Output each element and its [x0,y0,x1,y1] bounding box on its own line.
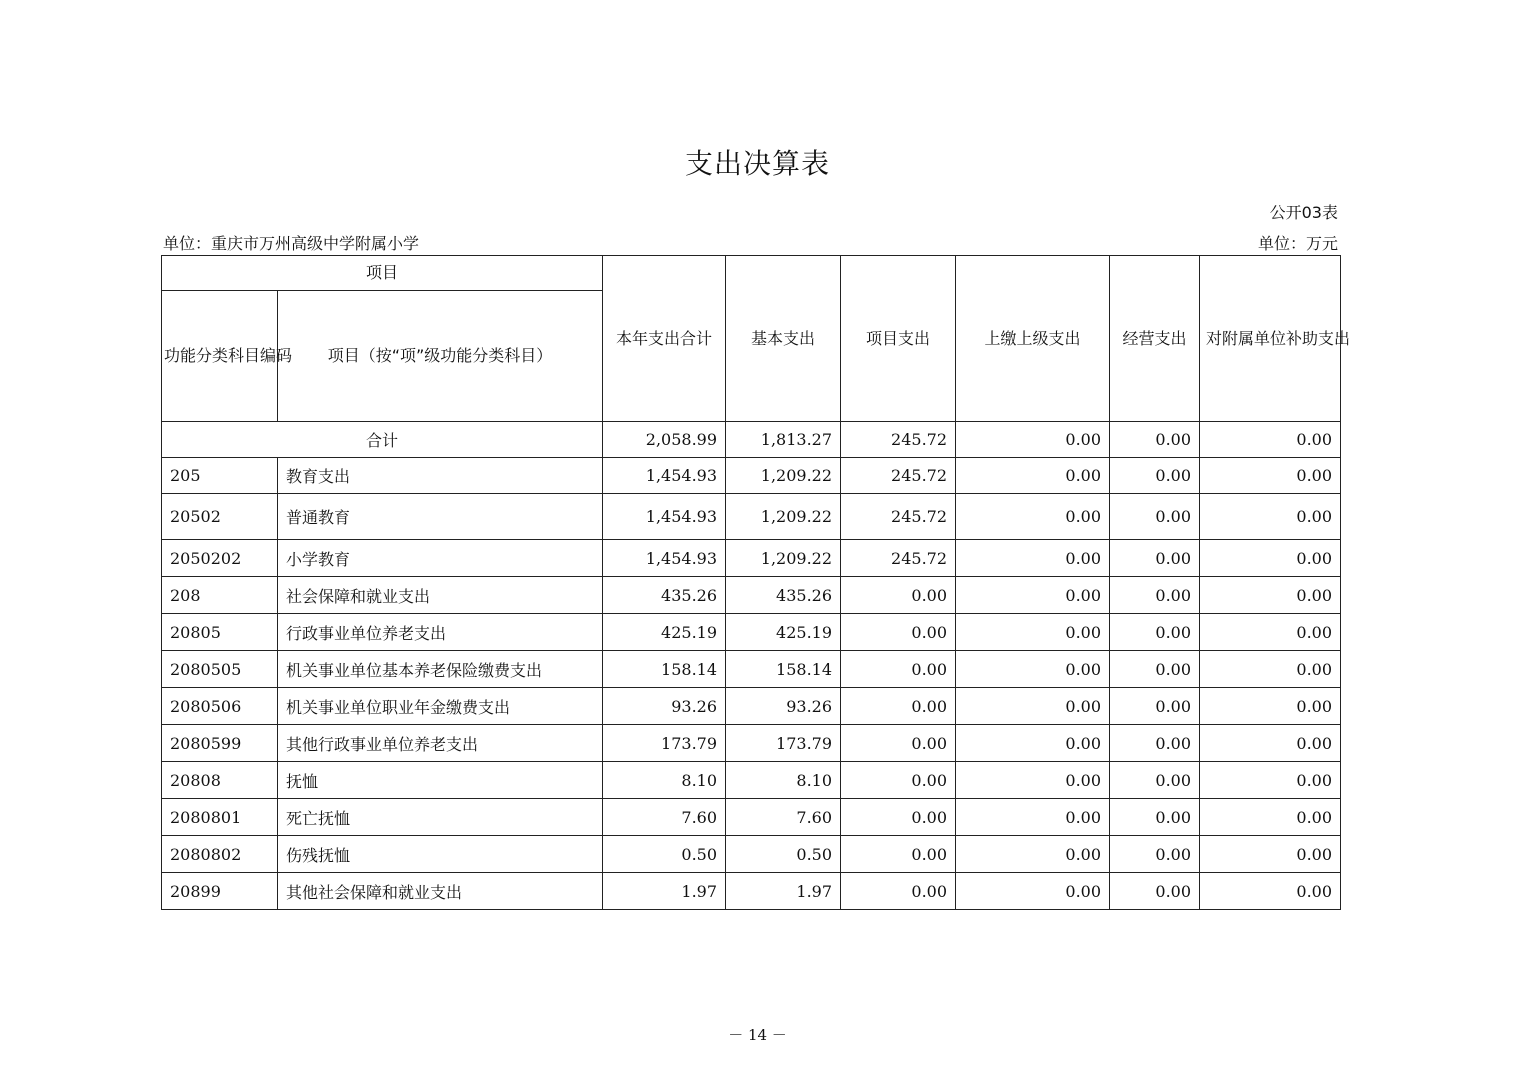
cell-code: 2080505 [162,651,278,688]
cell-total: 435.26 [603,577,726,614]
cell-project: 0.00 [841,725,956,762]
cell-project: 245.72 [841,494,956,540]
cell-business: 0.00 [1110,651,1200,688]
cell-project: 0.00 [841,762,956,799]
cell-business: 0.00 [1110,458,1200,494]
cell-name: 抚恤 [278,762,603,799]
cell-project: 245.72 [841,540,956,577]
cell-business: 0.00 [1110,799,1200,836]
cell-upper: 0.00 [956,577,1110,614]
table-row [162,494,1341,540]
cell-business: 0.00 [1110,762,1200,799]
cell-upper: 0.00 [956,458,1110,494]
cell-business: 0.00 [1110,725,1200,762]
cell-project: 0.00 [841,799,956,836]
cell-code: 208 [162,577,278,614]
cell-upper: 0.00 [956,725,1110,762]
unit-organization: 单位：重庆市万州高级中学附属小学 [163,234,420,253]
cell-business: 0.00 [1110,873,1200,910]
header-basic: 基本支出 [726,256,841,422]
cell-basic: 158.14 [726,651,841,688]
cell-basic: 425.19 [726,614,841,651]
page-number: － 14 － [728,1026,787,1044]
cell-name: 其他行政事业单位养老支出 [278,725,603,762]
cell-subsidy: 0.00 [1200,836,1341,873]
cell-name: 教育支出 [278,458,603,494]
cell-upper: 0.00 [956,688,1110,725]
cell-total: 1.97 [603,873,726,910]
cell-subsidy: 0.00 [1200,458,1341,494]
expenditure-table [161,255,1351,910]
header-total: 本年支出合计 [603,256,726,422]
cell-basic: 0.50 [726,836,841,873]
cell-business: 0.00 [1110,540,1200,577]
cell-project: 0.00 [841,873,956,910]
cell-basic: 8.10 [726,762,841,799]
cell-code: 2080599 [162,725,278,762]
cell-total: 1,454.93 [603,494,726,540]
cell-code: 20502 [162,494,278,540]
cell-code: 2050202 [162,540,278,577]
cell-basic: 173.79 [726,725,841,762]
cell-name: 小学教育 [278,540,603,577]
cell-total: 425.19 [603,614,726,651]
cell-name: 行政事业单位养老支出 [278,614,603,651]
cell-subsidy: 0.00 [1200,494,1341,540]
cell-upper: 0.00 [956,540,1110,577]
total-cell: 0.00 [1110,422,1200,458]
cell-name: 社会保障和就业支出 [278,577,603,614]
total-label: 合计 [162,422,603,458]
header-subsidy: 对附属单位补助支出 [1200,256,1341,422]
cell-basic: 93.26 [726,688,841,725]
cell-code: 2080802 [162,836,278,873]
cell-basic: 1,209.22 [726,458,841,494]
table-row [162,540,1341,577]
cell-upper: 0.00 [956,494,1110,540]
form-number: 公开03表 [1269,203,1338,222]
header-code: 功能分类科目编码 [162,291,278,422]
total-cell: 2,058.99 [603,422,726,458]
cell-name: 其他社会保障和就业支出 [278,873,603,910]
cell-project: 0.00 [841,614,956,651]
table-row [162,799,1341,836]
cell-name: 伤残抚恤 [278,836,603,873]
table-row [162,873,1341,910]
cell-subsidy: 0.00 [1200,614,1341,651]
total-cell: 0.00 [1200,422,1341,458]
unit-currency: 单位：万元 [1257,234,1338,253]
cell-business: 0.00 [1110,614,1200,651]
cell-code: 205 [162,458,278,494]
cell-total: 93.26 [603,688,726,725]
cell-total: 1,454.93 [603,540,726,577]
table-row [162,762,1341,799]
cell-code: 2080506 [162,688,278,725]
cell-subsidy: 0.00 [1200,577,1341,614]
total-row [162,422,1341,458]
cell-name: 机关事业单位基本养老保险缴费支出 [278,651,603,688]
header-project: 项目支出 [841,256,956,422]
cell-upper: 0.00 [956,762,1110,799]
cell-project: 245.72 [841,458,956,494]
cell-basic: 1,209.22 [726,540,841,577]
cell-subsidy: 0.00 [1200,540,1341,577]
cell-basic: 1.97 [726,873,841,910]
header-upper: 上缴上级支出 [956,256,1110,422]
cell-total: 173.79 [603,725,726,762]
cell-total: 0.50 [603,836,726,873]
table-row [162,614,1341,651]
cell-subsidy: 0.00 [1200,762,1341,799]
cell-total: 158.14 [603,651,726,688]
cell-upper: 0.00 [956,836,1110,873]
cell-project: 0.00 [841,651,956,688]
cell-basic: 1,209.22 [726,494,841,540]
cell-project: 0.00 [841,688,956,725]
cell-total: 1,454.93 [603,458,726,494]
table-row [162,577,1341,614]
cell-upper: 0.00 [956,651,1110,688]
cell-subsidy: 0.00 [1200,725,1341,762]
cell-total: 8.10 [603,762,726,799]
cell-business: 0.00 [1110,577,1200,614]
cell-subsidy: 0.00 [1200,873,1341,910]
header-project-group: 项目 [162,256,603,291]
cell-subsidy: 0.00 [1200,651,1341,688]
cell-code: 20899 [162,873,278,910]
cell-project: 0.00 [841,577,956,614]
page-title: 支出决算表 [684,147,830,180]
cell-upper: 0.00 [956,614,1110,651]
cell-name: 机关事业单位职业年金缴费支出 [278,688,603,725]
cell-business: 0.00 [1110,494,1200,540]
table-row [162,688,1341,725]
cell-code: 2080801 [162,799,278,836]
cell-code: 20805 [162,614,278,651]
cell-subsidy: 0.00 [1200,688,1341,725]
cell-total: 7.60 [603,799,726,836]
total-cell: 1,813.27 [726,422,841,458]
cell-upper: 0.00 [956,873,1110,910]
cell-name: 普通教育 [278,494,603,540]
cell-upper: 0.00 [956,799,1110,836]
cell-business: 0.00 [1110,688,1200,725]
total-cell: 245.72 [841,422,956,458]
header-business: 经营支出 [1110,256,1200,422]
table-row [162,725,1341,762]
table-row [162,651,1341,688]
cell-code: 20808 [162,762,278,799]
total-cell: 0.00 [956,422,1110,458]
table-row [162,836,1341,873]
header-name: 项目（按“项”级功能分类科目） [278,291,603,422]
cell-project: 0.00 [841,836,956,873]
cell-basic: 7.60 [726,799,841,836]
cell-subsidy: 0.00 [1200,799,1341,836]
cell-name: 死亡抚恤 [278,799,603,836]
cell-basic: 435.26 [726,577,841,614]
table-row [162,458,1341,494]
cell-business: 0.00 [1110,836,1200,873]
